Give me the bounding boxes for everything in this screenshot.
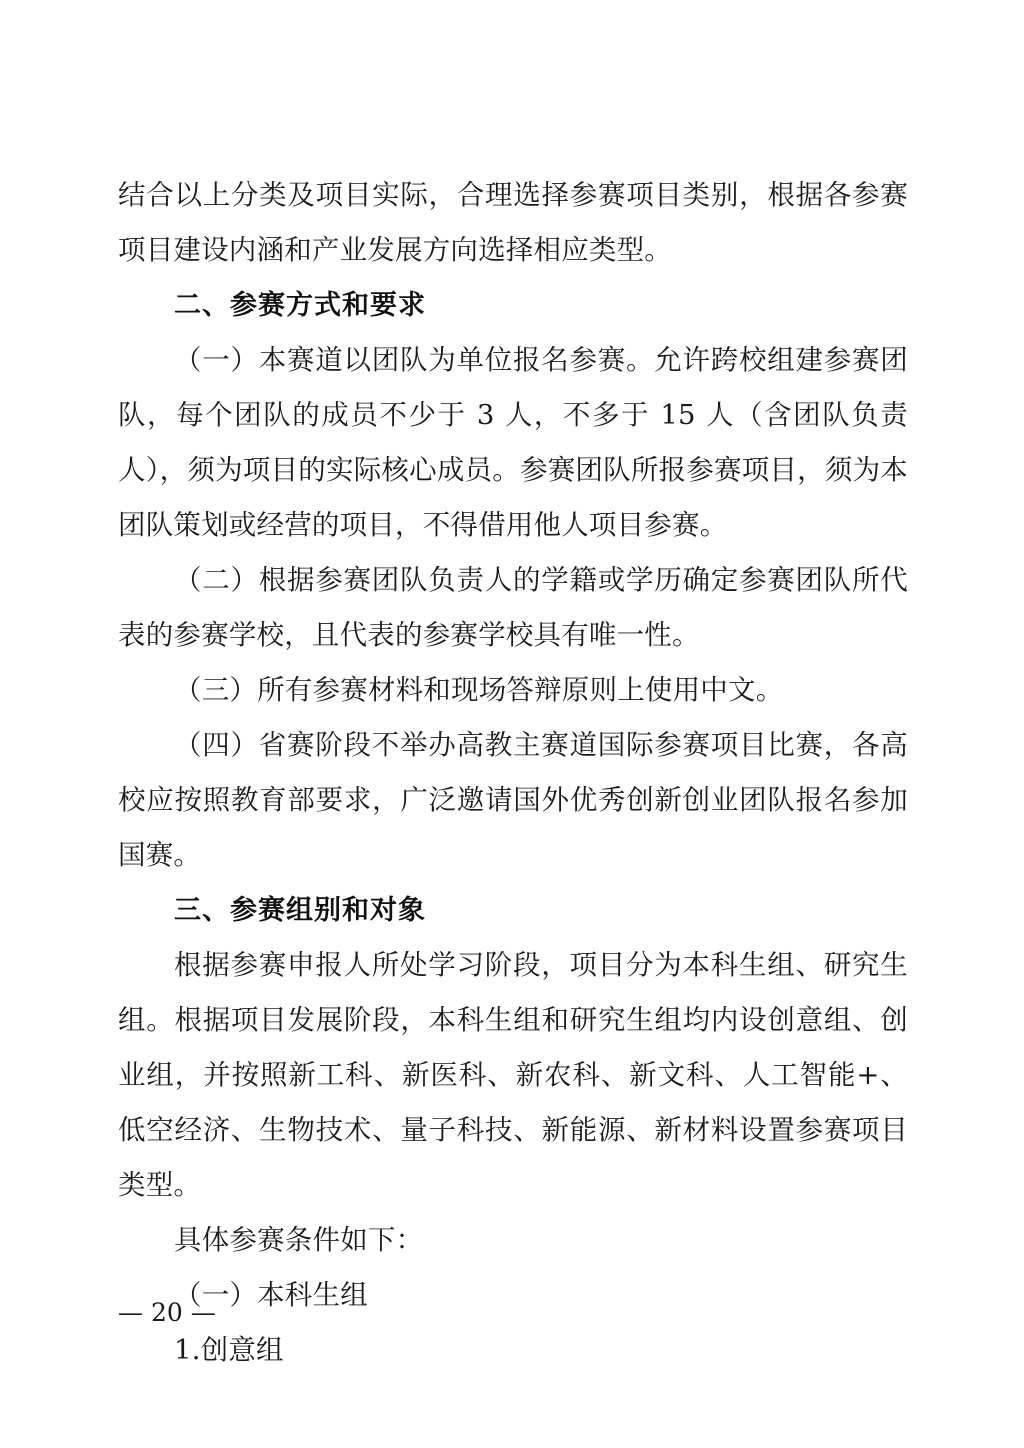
paragraph-intro: 结合以上分类及项目实际，合理选择参赛项目类别，根据各参赛项目建设内涵和产业发展方向选择相应类型。 [118,179,908,266]
paragraph-conditions-lead: 具体参赛条件如下： [174,1224,424,1256]
paragraph-item-1: （一）本赛道以团队为单位报名参赛。允许跨校组建参赛团队，每个团队的成员不少于 3 人，不多于 15 人（含团队负责人），须为项目的实际核心成员。参赛团队所报参赛项目，须为本团队策划或经营的项目，不得借用他人项目参赛。 [118,344,908,541]
paragraph-item-3: （三）所有参赛材料和现场答辩原则上使用中文。 [174,674,784,706]
section-heading-3: 三、参赛组别和对象 [174,895,426,926]
paragraph-subsection-1-1: 1.创意组 [174,1334,284,1366]
document-body [118,168,908,1378]
paragraph-item-4: （四）省赛阶段不举办高教主赛道国际参赛项目比赛，各高校应按照教育部要求，广泛邀请国外优秀创新创业团队报名参加国赛。 [118,729,908,871]
paragraph-groups-description: 根据参赛申报人所处学习阶段，项目分为本科生组、研究生组。根据项目发展阶段，本科生组和研究生组均内设创意组、创业组，并按照新工科、新医科、新农科、新文科、人工智能+、低空经济、生物技术、量子科技、新能源、新材料设置参赛项目类型。 [118,949,908,1201]
paragraph-item-2: （二）根据参赛团队负责人的学籍或学历确定参赛团队所代表的参赛学校，且代表的参赛学校具有唯一性。 [118,564,908,651]
section-heading-2: 二、参赛方式和要求 [174,290,426,321]
paragraph-subsection-1: （一）本科生组 [174,1279,368,1311]
page-number: — 20 — [118,1298,216,1327]
